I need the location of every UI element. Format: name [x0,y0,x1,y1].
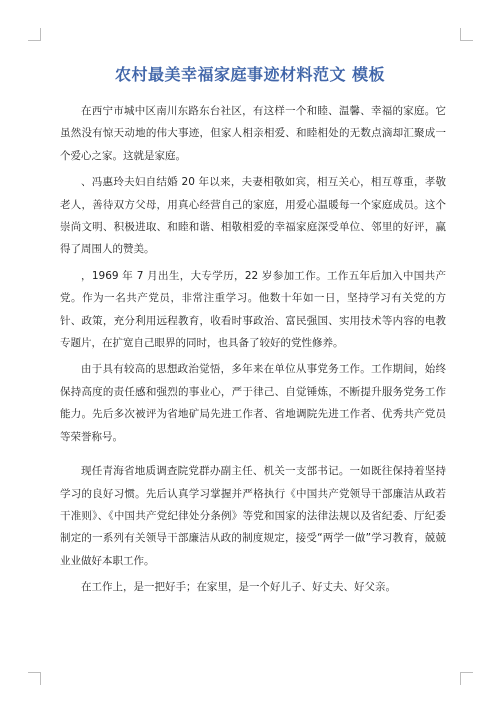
document-body [60,100,446,603]
paragraph-3: ，1969 年 7 月出生，大专学历，22 岁参加工作。工作五年后加入中国共产党。作为一名共产党员，非常注重学习。他数十年如一日，坚持学习有关党的方针、政策，充分利用远程教育，收看时事政治、富民强国、实用技术等内容的电教专题片，在扩宽自己眼界的同时，也具备了较好的党性修养。 [60,269,446,350]
corner-mark-bottom-right [460,672,473,685]
paragraph-2: 、冯惠玲夫妇自结婚 20 年以来，夫妻相敬如宾，相互关心，相互尊重，孝敬老人，善待双方父母，用真心经营自己的家庭，用爱心温暖每一个家庭成员。这个崇尚文明、积极进取、和睦和谐、相敬相爱的幸福家庭深受单位、邻里的好评，赢得了周围人的赞美。 [60,176,446,256]
corner-mark-top-right [460,28,473,41]
corner-mark-top-left [28,28,41,41]
corner-mark-bottom-left [28,672,41,685]
document-title: 农村最美幸福家庭事迹材料范文 模板 [114,65,386,84]
paragraph-4: 由于具有较高的思想政治觉悟，多年来在单位从事党务工作。工作期间，始终保持高度的责任感和强烈的事业心，严于律己、自觉锤炼，不断提升服务党务工作能力。先后多次被评为省地矿局先进工作者、省地调院先进工作者、优秀共产党员等荣誉称号。 [60,363,446,443]
paragraph-1: 在西宁市城中区南川东路东台社区，有这样一个和睦、温馨、幸福的家庭。它虽然没有惊天动地的伟大事迹，但家人相亲相爱、和睦相处的无数点滴却汇聚成一个爱心之家。这就是家庭。 [60,105,446,162]
paragraph-5: 现任青海省地质调查院党群办副主任、机关一支部书记。一如既往保持着坚持学习的良好习惯。先后认真学习掌握并严格执行《中国共产党领导干部廉洁从政若干准则》、《中国共产党纪律处分条例》等党和国家的法律法规以及省纪委、厅纪委制定的一系列有关领导干部廉洁从政的制度规定，接受“两学一做”学习教育，兢兢业业做好本职工作。 [60,465,446,567]
paragraph-6: 在工作上，是一把好手；在家里，是一个好儿子、好丈夫、好父亲。 [81,581,396,594]
